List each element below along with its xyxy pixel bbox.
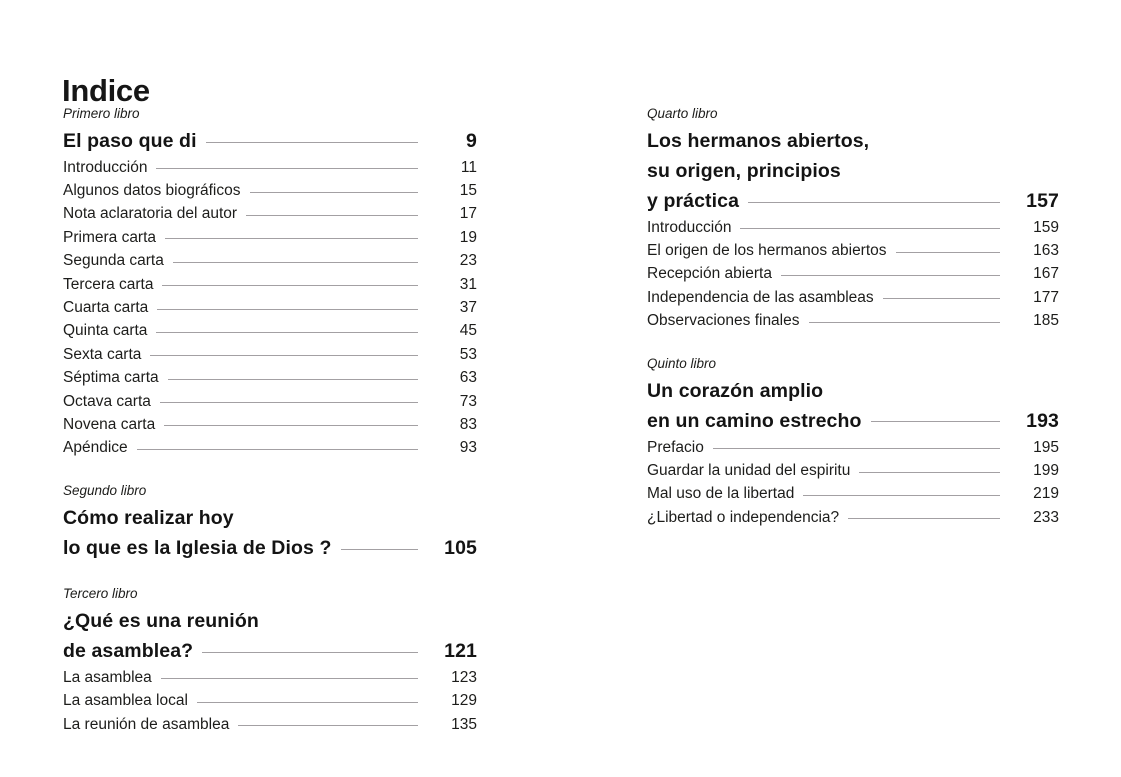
toc-entry-page: 45 <box>459 322 477 340</box>
toc-entry <box>63 713 477 736</box>
leader-line <box>781 275 1000 276</box>
section-title-row <box>63 636 477 666</box>
toc-entry-page: 23 <box>459 252 477 270</box>
toc-entry-page: 73 <box>459 392 477 410</box>
section-title-line: ¿Qué es una reunión <box>63 610 259 633</box>
section-page-number: 157 <box>1026 190 1059 212</box>
section-page-number: 121 <box>444 640 477 663</box>
toc-entry-page: 129 <box>451 692 477 710</box>
leader-line <box>740 228 1000 229</box>
toc-entry-label: La asamblea local <box>63 692 188 710</box>
toc-entry <box>63 179 477 202</box>
section-title-row <box>647 406 1059 436</box>
toc-entry-label: Observaciones finales <box>647 312 800 330</box>
section-title: en un camino estrecho <box>647 409 862 432</box>
leader-line <box>871 421 1001 422</box>
leader-line <box>848 518 1000 519</box>
leader-line <box>246 215 418 216</box>
toc-section-segundo <box>63 483 477 563</box>
section-title-line: su origen, principios <box>647 160 841 182</box>
toc-entry-page: 83 <box>459 415 477 433</box>
toc-entry-page: 163 <box>1033 242 1059 260</box>
toc-entry-page: 123 <box>451 668 477 686</box>
toc-entry <box>647 459 1059 482</box>
toc-entry-label: El origen de los hermanos abiertos <box>647 242 887 260</box>
toc-entry <box>63 413 477 436</box>
toc-section-quinto <box>647 356 1059 530</box>
leader-line <box>150 355 418 356</box>
book-label: Quinto libro <box>647 355 717 371</box>
toc-entry-page: 93 <box>459 439 477 457</box>
leader-line <box>137 449 418 450</box>
leader-line <box>202 652 418 653</box>
leader-line <box>197 702 418 703</box>
toc-entry-label: Tercera carta <box>63 275 154 293</box>
toc-entry <box>63 156 477 179</box>
column-left <box>63 106 477 736</box>
toc-entry <box>63 689 477 712</box>
section-title: de asamblea? <box>63 640 194 663</box>
toc-section-tercero <box>63 586 477 736</box>
leader-line <box>206 142 418 143</box>
toc-entry-label: Introducción <box>647 218 732 236</box>
column-right <box>647 106 1059 530</box>
toc-entry-label: La reunión de asamblea <box>63 715 230 733</box>
toc-entry-label: ¿Libertad o independencia? <box>647 508 840 526</box>
toc-section-primero <box>63 106 477 460</box>
toc-entry <box>647 506 1059 529</box>
toc-entry <box>63 666 477 689</box>
toc-entry <box>63 203 477 226</box>
leader-line <box>803 495 1000 496</box>
toc-entry-label: Quinta carta <box>63 322 148 340</box>
section-page-number: 9 <box>466 130 477 152</box>
section-page-number: 193 <box>1026 409 1059 432</box>
leader-line <box>164 425 418 426</box>
toc-entry <box>63 250 477 273</box>
toc-entry-page: 53 <box>459 345 477 363</box>
leader-line <box>809 322 1001 323</box>
leader-line <box>250 192 418 193</box>
toc-entry-page: 19 <box>459 228 477 246</box>
toc-entry-page: 233 <box>1033 508 1059 526</box>
toc-entry <box>647 483 1059 506</box>
toc-entry <box>63 226 477 249</box>
section-title-line: Los hermanos abiertos, <box>647 130 870 152</box>
leader-line <box>896 252 1000 253</box>
leader-line <box>341 549 419 550</box>
section-title-line: Cómo realizar hoy <box>63 507 234 530</box>
toc-entry <box>63 320 477 343</box>
toc-entry-label: Introducción <box>63 158 148 176</box>
section-title-row <box>63 126 477 156</box>
toc-entry-label: Primera carta <box>63 228 157 246</box>
toc-entry-label: Octava carta <box>63 392 151 410</box>
toc-entry-label: Séptima carta <box>63 369 159 387</box>
leader-line <box>162 285 418 286</box>
leader-line <box>157 309 418 310</box>
leader-line <box>168 379 418 380</box>
toc-entry-page: 167 <box>1033 265 1059 283</box>
toc-entry-page: 37 <box>459 299 477 317</box>
section-title-row <box>63 533 477 563</box>
toc-entry-page: 219 <box>1033 485 1059 503</box>
toc-entry <box>647 436 1059 459</box>
toc-entry <box>647 263 1059 286</box>
section-title-line: Un corazón amplio <box>647 379 824 402</box>
section-page-number: 105 <box>444 537 477 560</box>
toc-entry-label: Guardar la unidad del espiritu <box>647 462 851 480</box>
toc-entry-label: Prefacio <box>647 438 704 456</box>
toc-entry-label: Nota aclaratoria del autor <box>63 205 238 223</box>
toc-entry-label: Mal uso de la libertad <box>647 485 795 503</box>
toc-entry-page: 63 <box>459 369 477 387</box>
toc-entry-label: Novena carta <box>63 415 156 433</box>
toc-entry <box>63 367 477 390</box>
book-label: Primero libro <box>63 106 140 121</box>
toc-section-quarto <box>647 106 1059 333</box>
toc-entry-label: La asamblea <box>63 668 152 686</box>
toc-entry-page: 11 <box>460 158 477 176</box>
toc-entry <box>647 310 1059 333</box>
toc-entry <box>647 286 1059 309</box>
section-title: lo que es la Iglesia de Dios ? <box>63 537 332 560</box>
toc-entry-label: Independencia de las asambleas <box>647 288 874 306</box>
leader-line <box>238 725 418 726</box>
leader-line <box>156 168 418 169</box>
leader-line <box>748 202 1000 203</box>
section-title: El paso que di <box>63 130 197 152</box>
section-title-row <box>647 186 1059 216</box>
page-title: Indice <box>62 72 150 108</box>
leader-line <box>165 238 418 239</box>
toc-entry <box>647 216 1059 239</box>
leader-line <box>713 448 1000 449</box>
toc-entry <box>647 239 1059 262</box>
leader-line <box>859 472 1000 473</box>
toc-entry-label: Algunos datos biográficos <box>63 182 241 200</box>
toc-entry-label: Recepción abierta <box>647 265 772 283</box>
toc-entry-page: 15 <box>459 182 477 200</box>
leader-line <box>156 332 418 333</box>
toc-entry-page: 195 <box>1033 438 1059 456</box>
toc-entry-page: 135 <box>451 715 477 733</box>
toc-entry-label: Segunda carta <box>63 252 164 270</box>
book-label: Segundo libro <box>63 483 147 499</box>
leader-line <box>173 262 418 263</box>
toc-entry <box>63 296 477 319</box>
leader-line <box>161 678 418 679</box>
toc-entry-page: 159 <box>1033 218 1059 236</box>
toc-entry <box>63 273 477 296</box>
toc-entry <box>63 343 477 366</box>
toc-entry-label: Apéndice <box>63 439 128 457</box>
toc-entry <box>63 437 477 460</box>
leader-line <box>883 298 1000 299</box>
toc-entry-label: Cuarta carta <box>63 299 149 317</box>
toc-entry-page: 17 <box>459 205 477 223</box>
book-label: Tercero libro <box>63 586 138 602</box>
section-title: y práctica <box>647 190 740 212</box>
toc-entry-page: 177 <box>1033 288 1059 306</box>
toc-entry <box>63 390 477 413</box>
toc-entry-page: 199 <box>1033 462 1059 480</box>
toc-entry-label: Sexta carta <box>63 345 142 363</box>
toc-entry-page: 31 <box>459 275 477 293</box>
toc-entry-page: 185 <box>1033 312 1059 330</box>
book-label: Quarto libro <box>647 106 718 121</box>
leader-line <box>160 402 418 403</box>
